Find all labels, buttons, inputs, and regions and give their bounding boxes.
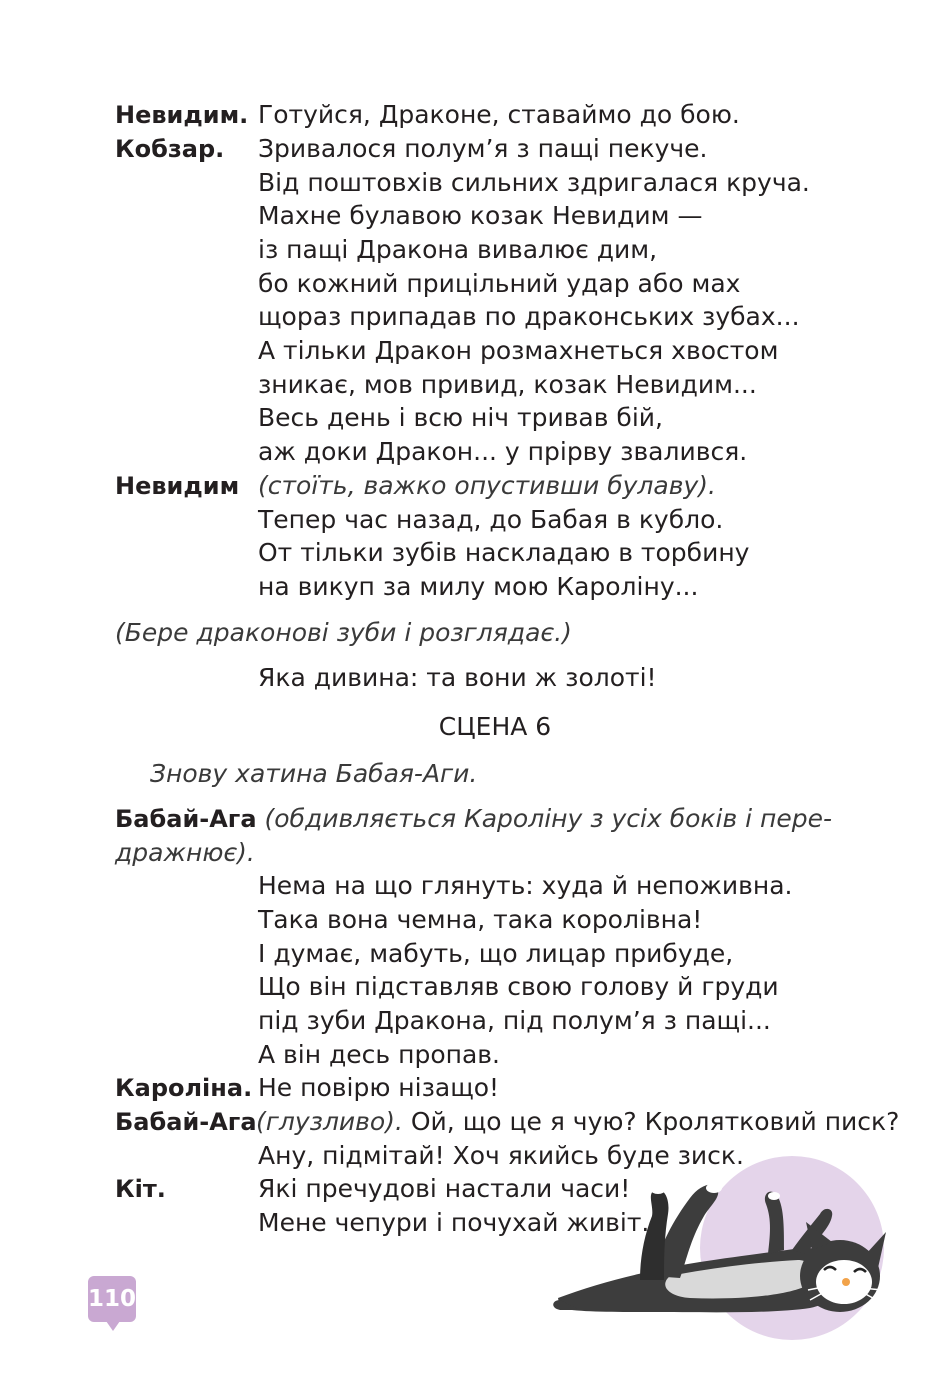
cat-lying-on-back-icon bbox=[540, 1150, 900, 1350]
verse-line: Які пречудові настали часи! bbox=[258, 1174, 631, 1203]
stage-direction: (стоїть, важко опустивши булаву). bbox=[258, 471, 716, 500]
verse-line: Від поштовхів сильних здригалася круча. bbox=[258, 168, 810, 197]
verse-line: І думає, мабуть, що лицар прибуде, bbox=[258, 939, 734, 968]
speaker-karolina: Кароліна. bbox=[115, 1074, 253, 1102]
speaker-babai-aga: Бабай-Ага bbox=[115, 805, 257, 833]
verse-line-with-stage bbox=[256, 1105, 899, 1139]
verse-line: Зривалося полум’я з пащі пекуче. bbox=[258, 134, 708, 163]
stage-direction: дражнює). bbox=[115, 838, 255, 867]
verse-line: Тепер час назад, до Бабая в кубло. bbox=[258, 505, 724, 534]
stage-direction: (обдивляється Кароліну з усіх боків і пере- bbox=[264, 804, 833, 833]
verse-line: Готуйся, Драконе, ставаймо до бою. bbox=[258, 100, 740, 129]
verse-line: От тільки зубів наскладаю в торбину bbox=[258, 538, 750, 567]
verse-line: Що він підставляв свою голову й груди bbox=[258, 972, 779, 1001]
verse-line: А він десь пропав. bbox=[258, 1040, 500, 1069]
verse-line: Не повірю нізащо! bbox=[258, 1073, 500, 1102]
stage-direction: (Бере драконові зуби і розглядає.) bbox=[115, 618, 572, 647]
scene-setting: Знову хатина Бабая-Аги. bbox=[150, 759, 478, 788]
verse-line: Яка дивина: та вони ж золоті! bbox=[258, 663, 657, 692]
verse-line: під зуби Дракона, під полум’я з пащі... bbox=[258, 1006, 771, 1035]
speaker-kobzar: Кобзар. bbox=[115, 135, 225, 163]
verse-line: Така вона чемна, така королівна! bbox=[258, 905, 703, 934]
verse-line: А тільки Дракон розмахнеться хвостом bbox=[258, 336, 779, 365]
speaker-nevydym: Невидим. bbox=[115, 101, 249, 129]
verse-line: Весь день і всю ніч тривав бій, bbox=[258, 403, 663, 432]
babai-stage-block bbox=[115, 802, 883, 870]
scene-heading: СЦЕНА 6 bbox=[438, 712, 552, 741]
verse-line: на викуп за милу мою Кароліну... bbox=[258, 572, 699, 601]
verse-line: із пащі Дракона вивалює дим, bbox=[258, 235, 658, 264]
speaker-babai-aga: Бабай-Ага bbox=[115, 1108, 257, 1136]
verse-line: Мене чепури і почухай живіт. bbox=[258, 1208, 650, 1237]
verse-line: аж доки Дракон... у прірву звалився. bbox=[258, 437, 748, 466]
verse-line: щораз припадав по драконських зубах... bbox=[258, 302, 800, 331]
verse-line: Нема на що глянуть: худа й непоживна. bbox=[258, 871, 793, 900]
verse-line: бо кожний прицільний удар або мах bbox=[258, 269, 741, 298]
stage-direction: (глузливо). bbox=[256, 1107, 403, 1136]
speaker-kit: Кіт. bbox=[115, 1175, 166, 1203]
verse-text: Ой, що це я чую? Кролятковий писк? bbox=[402, 1107, 900, 1136]
page-number-badge: 110 bbox=[88, 1276, 136, 1322]
verse-line: зникає, мов привид, козак Невидим... bbox=[258, 370, 757, 399]
verse-line: Махне булавою козак Невидим — bbox=[258, 201, 703, 230]
verse-line: Ану, підмітай! Хоч якийсь буде зиск. bbox=[258, 1141, 744, 1170]
speaker-nevydym: Невидим bbox=[115, 472, 240, 500]
